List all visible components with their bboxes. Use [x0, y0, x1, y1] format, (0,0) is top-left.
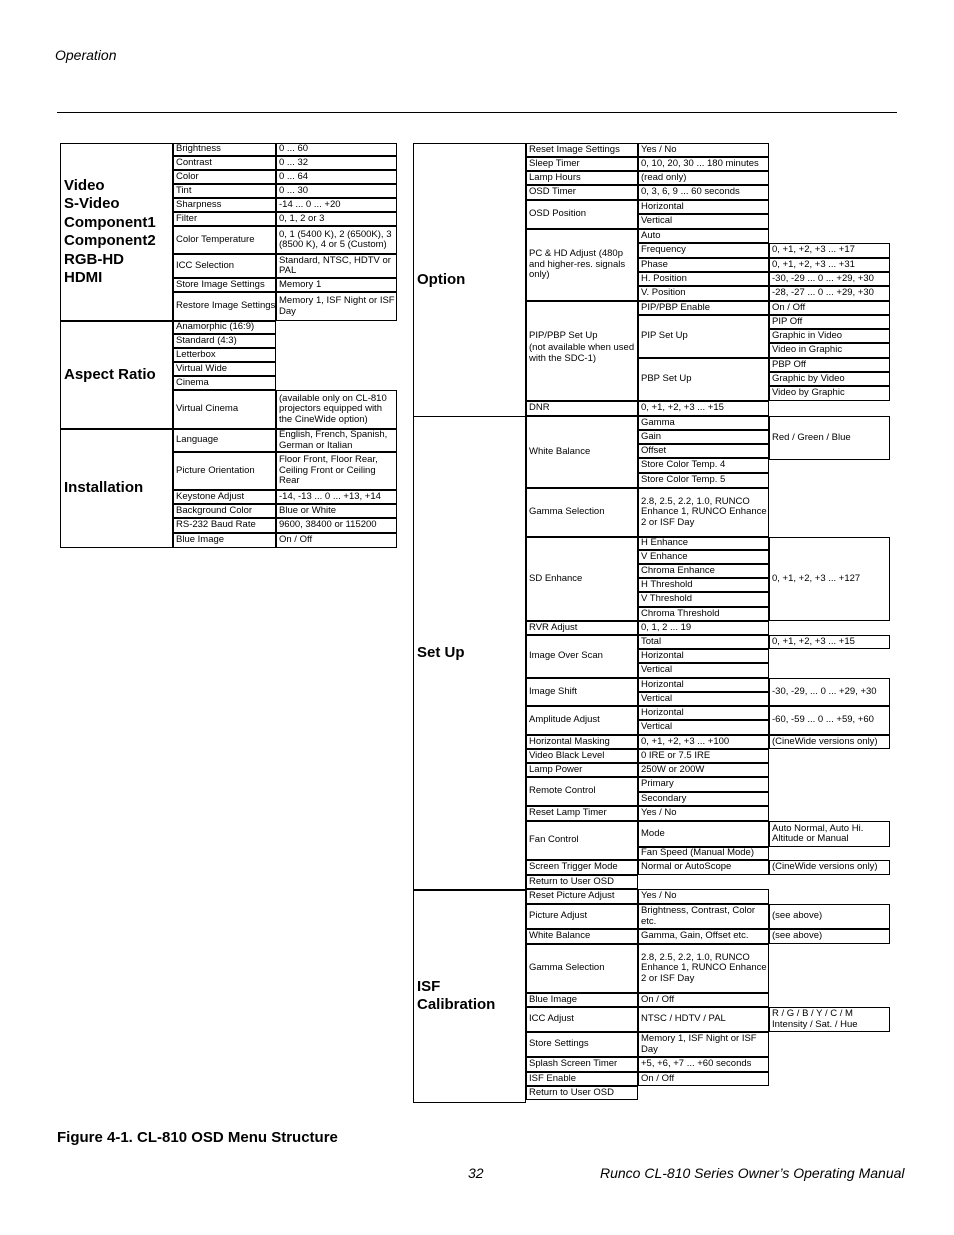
setup-sub: Secondary: [641, 792, 687, 804]
video-group-label-line: Component1: [64, 213, 156, 231]
video-value: Memory 1: [279, 278, 322, 290]
pc-hd-value: -30, -29 ... 0 ... +29, +30: [772, 272, 874, 284]
pbp-value: Video by Graphic: [772, 387, 845, 399]
video-item: Tint: [176, 184, 192, 196]
running-header: Operation: [55, 47, 117, 63]
setup-value: Auto Normal, Auto Hi. Altitude or Manual: [772, 822, 864, 844]
setup-item: Video Black Level: [529, 749, 605, 761]
installation-value: English, French, Spanish, German or Italian: [279, 429, 388, 451]
setup-value: Normal or AutoScope: [641, 861, 732, 873]
installation-item: RS-232 Baud Rate: [176, 519, 256, 531]
video-value: 0, 1, 2 or 3: [279, 212, 325, 224]
isf-note: (see above): [772, 910, 823, 922]
video-group-label-line: Video: [64, 176, 105, 194]
setup-item: Image Over Scan: [529, 650, 603, 662]
option-item: Sleep Timer: [529, 157, 580, 169]
setup-sub: Store Color Temp. 4: [641, 459, 726, 471]
video-value: 0 ... 64: [279, 170, 309, 182]
setup-item: RVR Adjust: [529, 621, 578, 633]
setup-item: Horizontal Masking: [529, 735, 610, 747]
isf-value: On / Off: [641, 993, 675, 1005]
pc-hd-value: 0, +1, +2, +3 ... +31: [772, 258, 855, 270]
option-value: (read only): [641, 171, 687, 183]
option-group-label: [413, 271, 526, 290]
option-note: (not available when used with the SDC-1): [529, 343, 635, 364]
installation-item: Keystone Adjust: [176, 490, 245, 502]
aspect-group-label: [60, 366, 173, 385]
aspect-value: (available only on CL-810 projectors equipped with the CineWide option): [279, 392, 387, 425]
video-group-label-line: Component2: [64, 232, 156, 249]
isf-value: +5, +6, +7 ... +60 seconds: [641, 1058, 752, 1070]
option-value: 0, +1, +2, +3 ... +15: [641, 402, 724, 414]
isf-group-label: [413, 978, 526, 1015]
video-value: Standard, NTSC, HDTV or PAL: [279, 254, 391, 276]
isf-value: Memory 1, ISF Night or ISF Day: [641, 1033, 757, 1055]
setup-value: 0, +1, +2, +3 ... +15: [772, 635, 855, 647]
aspect-item: Virtual Wide: [176, 362, 228, 374]
installation-item: Background Color: [176, 504, 253, 516]
video-group-label: [60, 177, 173, 288]
setup-value: -60, -59 ... 0 ... +59, +60: [772, 714, 874, 726]
option-item: DNR: [529, 402, 550, 414]
isf-value: Gamma, Gain, Offset etc.: [641, 930, 749, 942]
setup-item: Fan Control: [529, 834, 579, 846]
setup-value: 0, +1, +2, +3 ... +127: [772, 572, 861, 584]
setup-sub: Gamma: [641, 416, 675, 428]
installation-value: Blue or White: [279, 504, 337, 516]
pbp-sub: PBP Set Up: [641, 373, 692, 385]
pc-hd-value: 0, +1, +2, +3 ... +17: [772, 244, 855, 256]
pbp-value: PBP Off: [772, 358, 806, 370]
video-value: 0 ... 32: [279, 156, 309, 168]
installation-item: Picture Orientation: [176, 464, 255, 476]
aspect-item: Cinema: [176, 376, 209, 388]
setup-sub: H Enhance: [641, 537, 689, 549]
setup-sub: V Threshold: [641, 593, 693, 605]
setup-value: -30, -29, ... 0 ... +29, +30: [772, 685, 877, 697]
isf-return: Return to User OSD: [529, 1086, 614, 1098]
setup-sub: Horizontal: [641, 706, 684, 718]
aspect-item: Letterbox: [176, 348, 216, 360]
isf-note: R / G / B / Y / C / M Intensity / Sat. / Hue: [772, 1008, 858, 1030]
installation-group-label-line: Installation: [64, 479, 144, 497]
option-sub: Horizontal: [641, 200, 684, 212]
setup-sub: Chroma Threshold: [641, 607, 720, 619]
option-sub: Vertical: [641, 215, 673, 227]
isf-item: Gamma Selection: [529, 962, 605, 974]
video-item: Store Image Settings: [176, 278, 265, 290]
option-value: 0, 3, 6, 9 ... 60 seconds: [641, 186, 740, 198]
installation-value: -14, -13 ... 0 ... +13, +14: [279, 490, 381, 502]
isf-item: White Balance: [529, 930, 591, 942]
installation-value: On / Off: [279, 534, 313, 546]
isf-group-label-line: ISF: [417, 977, 441, 995]
pip-value: On / Off: [772, 301, 806, 313]
video-item: Filter: [176, 212, 198, 224]
setup-item: Screen Trigger Mode: [529, 861, 618, 873]
aspect-item: Anamorphic (16:9): [176, 321, 255, 333]
setup-group-label-line: Set Up: [417, 644, 465, 662]
pip-value: Video in Graphic: [772, 344, 843, 356]
figure-caption: Figure 4-1. CL-810 OSD Menu Structure: [57, 1129, 338, 1146]
video-item: Sharpness: [176, 198, 222, 210]
setup-value: 2.8, 2.5, 2.2, 1.0, RUNCO Enhance 1, RUNCO Enhance 2 or ISF Day: [641, 495, 767, 528]
setup-sub: Mode: [641, 827, 665, 839]
setup-item: Amplitude Adjust: [529, 714, 600, 726]
setup-item: Gamma Selection: [529, 506, 605, 518]
setup-sub: Primary: [641, 778, 674, 790]
video-value: 0, 1 (5400 K), 2 (6500K), 3 (8500 K), 4 or 5 (Custom): [279, 228, 392, 250]
option-item: PIP/PBP Set Up: [529, 331, 598, 341]
pc-hd-sub: Auto: [641, 229, 661, 241]
setup-value: Yes / No: [641, 807, 677, 819]
isf-item: ISF Enable: [529, 1072, 576, 1084]
setup-item: White Balance: [529, 445, 591, 457]
option-item: Lamp Hours: [529, 171, 581, 183]
video-item: Contrast: [176, 156, 212, 168]
video-group-label-line: RGB-HD: [64, 250, 124, 268]
setup-sub: Offset: [641, 444, 667, 456]
isf-value: Yes / No: [641, 890, 677, 902]
setup-item: Image Shift: [529, 685, 578, 697]
isf-value: On / Off: [641, 1072, 675, 1084]
option-item: OSD Position: [529, 208, 587, 220]
isf-item: Picture Adjust: [529, 910, 588, 922]
setup-sub: Vertical: [641, 721, 673, 733]
pip-sub: PIP Set Up: [641, 330, 688, 342]
pip-sub: PIP/PBP Enable: [641, 301, 711, 313]
video-value: Memory 1, ISF Night or ISF Day: [279, 295, 395, 317]
video-group-label-line: S-Video: [64, 195, 120, 212]
video-item: Color: [176, 170, 199, 182]
pbp-value: Graphic by Video: [772, 372, 845, 384]
isf-value: 2.8, 2.5, 2.2, 1.0, RUNCO Enhance 1, RUNCO Enhance 2 or ISF Day: [641, 951, 767, 984]
video-value: 0 ... 60: [279, 143, 309, 155]
isf-value: Brightness, Contrast, Color etc.: [641, 905, 756, 927]
setup-value: 0, +1, +2, +3 ... +100: [641, 735, 730, 747]
setup-sub: Chroma Enhance: [641, 564, 715, 576]
setup-sub: Vertical: [641, 692, 673, 704]
installation-group-label: [60, 479, 173, 498]
pc-hd-sub: V. Position: [641, 287, 686, 299]
setup-sub: Horizontal: [641, 649, 684, 661]
isf-note: (see above): [772, 930, 823, 942]
page-number: 32: [468, 1165, 484, 1181]
setup-note: (CineWide versions only): [772, 861, 878, 873]
setup-note: (CineWide versions only): [772, 735, 878, 747]
setup-group-label: [413, 644, 526, 663]
pc-hd-sub: Phase: [641, 258, 668, 270]
setup-sub: Vertical: [641, 664, 673, 676]
pc-hd-value: -28, -27 ... 0 ... +29, +30: [772, 287, 874, 299]
aspect-group-label-line: Aspect Ratio: [64, 365, 156, 383]
setup-sub: Total: [641, 635, 662, 647]
setup-sub: H Threshold: [641, 578, 693, 590]
setup-value: 0, 1, 2 ... 19: [641, 621, 692, 633]
setup-sub: V Enhance: [641, 550, 688, 562]
installation-value: Floor Front, Floor Rear, Ceiling Front or Ceiling Rear: [279, 454, 378, 487]
setup-value: 0 IRE or 7.5 IRE: [641, 749, 711, 761]
manual-title: Runco CL-810 Series Owner’s Operating Manual: [600, 1165, 905, 1181]
isf-item: ICC Adjust: [529, 1013, 574, 1025]
video-value: -14 ... 0 ... +20: [279, 198, 341, 210]
aspect-item: Virtual Cinema: [176, 403, 239, 415]
setup-item: Remote Control: [529, 785, 596, 797]
video-item: Brightness: [176, 143, 221, 155]
setup-sub: Gain: [641, 430, 662, 442]
option-value: 0, 10, 20, 30 ... 180 minutes: [641, 157, 759, 169]
video-item: ICC Selection: [176, 259, 235, 271]
setup-sub: Horizontal: [641, 678, 684, 690]
option-item: OSD Timer: [529, 186, 576, 198]
isf-item: Blue Image: [529, 993, 578, 1005]
option-item: PC & HD Adjust (480p and higher-res. signals only): [529, 248, 626, 281]
option-item: Reset Image Settings: [529, 143, 620, 155]
video-item: Color Temperature: [176, 233, 255, 245]
isf-item: Reset Picture Adjust: [529, 890, 615, 902]
setup-value: Red / Green / Blue: [772, 431, 851, 443]
video-item: Restore Image Settings: [176, 300, 276, 312]
installation-item: Blue Image: [176, 534, 225, 546]
option-group-label-line: Option: [417, 270, 466, 288]
aspect-item: Standard (4:3): [176, 334, 237, 346]
setup-sub: Store Color Temp. 5: [641, 474, 726, 486]
pc-hd-sub: H. Position: [641, 272, 687, 284]
option-value: Yes / No: [641, 143, 677, 155]
pc-hd-sub: Frequency: [641, 244, 686, 256]
isf-value: NTSC / HDTV / PAL: [641, 1013, 726, 1025]
setup-item: Reset Lamp Timer: [529, 807, 607, 819]
setup-item: SD Enhance: [529, 572, 583, 584]
setup-item: Lamp Power: [529, 763, 583, 775]
isf-group-label-line: Calibration: [417, 996, 496, 1013]
installation-value: 9600, 38400 or 115200: [279, 519, 377, 531]
pip-value: Graphic in Video: [772, 329, 843, 341]
video-group-label-line: HDMI: [64, 269, 103, 286]
setup-value: 250W or 200W: [641, 763, 705, 775]
setup-sub: Fan Speed (Manual Mode): [641, 847, 755, 859]
isf-item: Store Settings: [529, 1038, 589, 1050]
pip-value: PIP Off: [772, 315, 803, 327]
setup-return: Return to User OSD: [529, 875, 614, 887]
installation-item: Language: [176, 434, 219, 446]
video-value: 0 ... 30: [279, 184, 309, 196]
isf-item: Splash Screen Timer: [529, 1058, 618, 1070]
